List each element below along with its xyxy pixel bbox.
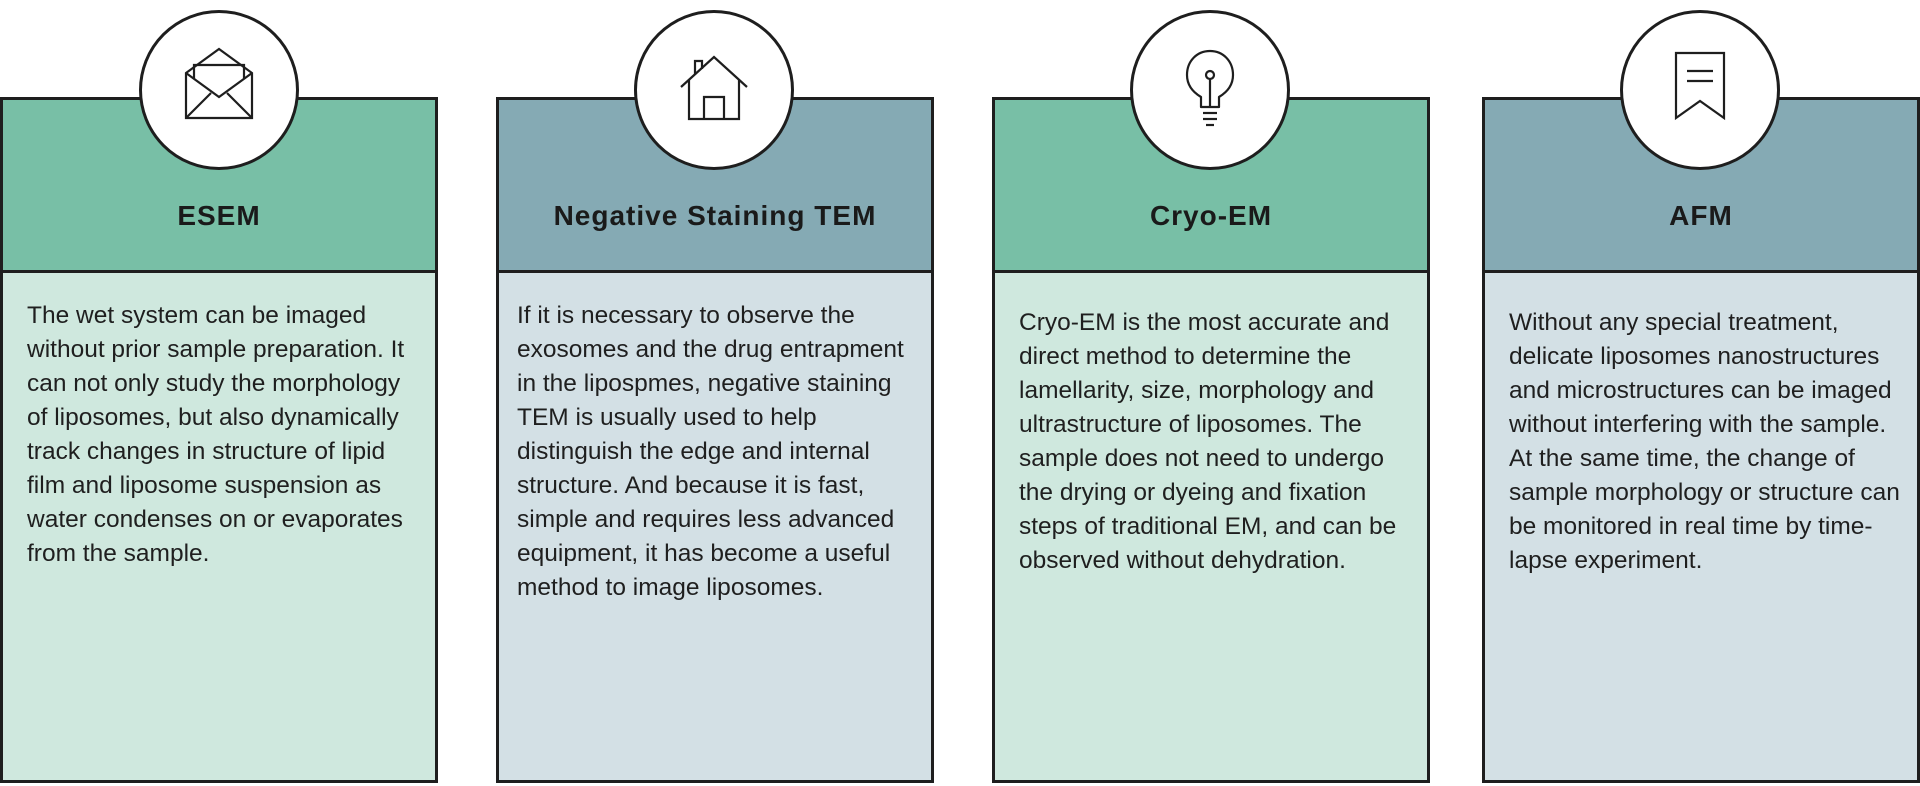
bookmark-icon-circle [1620, 10, 1780, 170]
lightbulb-icon-circle [1130, 10, 1290, 170]
card-body [992, 270, 1430, 783]
card-afm [1482, 97, 1920, 783]
bookmark-icon [1623, 13, 1777, 167]
card-title: AFM [1669, 200, 1733, 231]
card-body [496, 270, 934, 783]
house-icon [637, 13, 791, 167]
card-description: If it is necessary to observe the exosomes and the drug entrapment in the lipospmes, negative staining TEM is usually used to help distinguish the edge and internal structure. And because it is fast, simple and requires less advanced equipment, it has become a useful method to image liposomes. [517, 302, 904, 601]
lightbulb-icon [1133, 13, 1287, 167]
card-cryo-em [992, 97, 1430, 783]
card-body [1482, 270, 1920, 783]
card-esem [0, 97, 438, 783]
card-body [0, 270, 438, 783]
envelope-icon [142, 13, 296, 167]
card-title: ESEM [177, 200, 261, 231]
house-icon-circle [634, 10, 794, 170]
card-negative-staining-tem [496, 97, 934, 783]
card-title: Negative Staining TEM [553, 200, 877, 231]
envelope-icon-circle [139, 10, 299, 170]
card-description: The wet system can be imaged without prior sample preparation. It can not only study the morphology of liposomes, but also dynamically track changes in structure of lipid film and liposome suspension as water condenses on or evaporates from the sample. [27, 302, 405, 567]
card-title: Cryo-EM [1149, 200, 1273, 231]
card-description: Cryo-EM is the most accurate and direct method to determine the lamellarity, size, morphology and ultrastructure of liposomes. The sample does not need to undergo the drying or dyeing and fixation steps of traditional EM, and can be observed without dehydration. [1019, 309, 1397, 574]
card-description: Without any special treatment, delicate liposomes nanostructures and microstructures can be imaged without interfering with the sample. At the same time, the change of sample morphology or structure can be monitored in real time by time-lapse experiment. [1509, 309, 1900, 574]
